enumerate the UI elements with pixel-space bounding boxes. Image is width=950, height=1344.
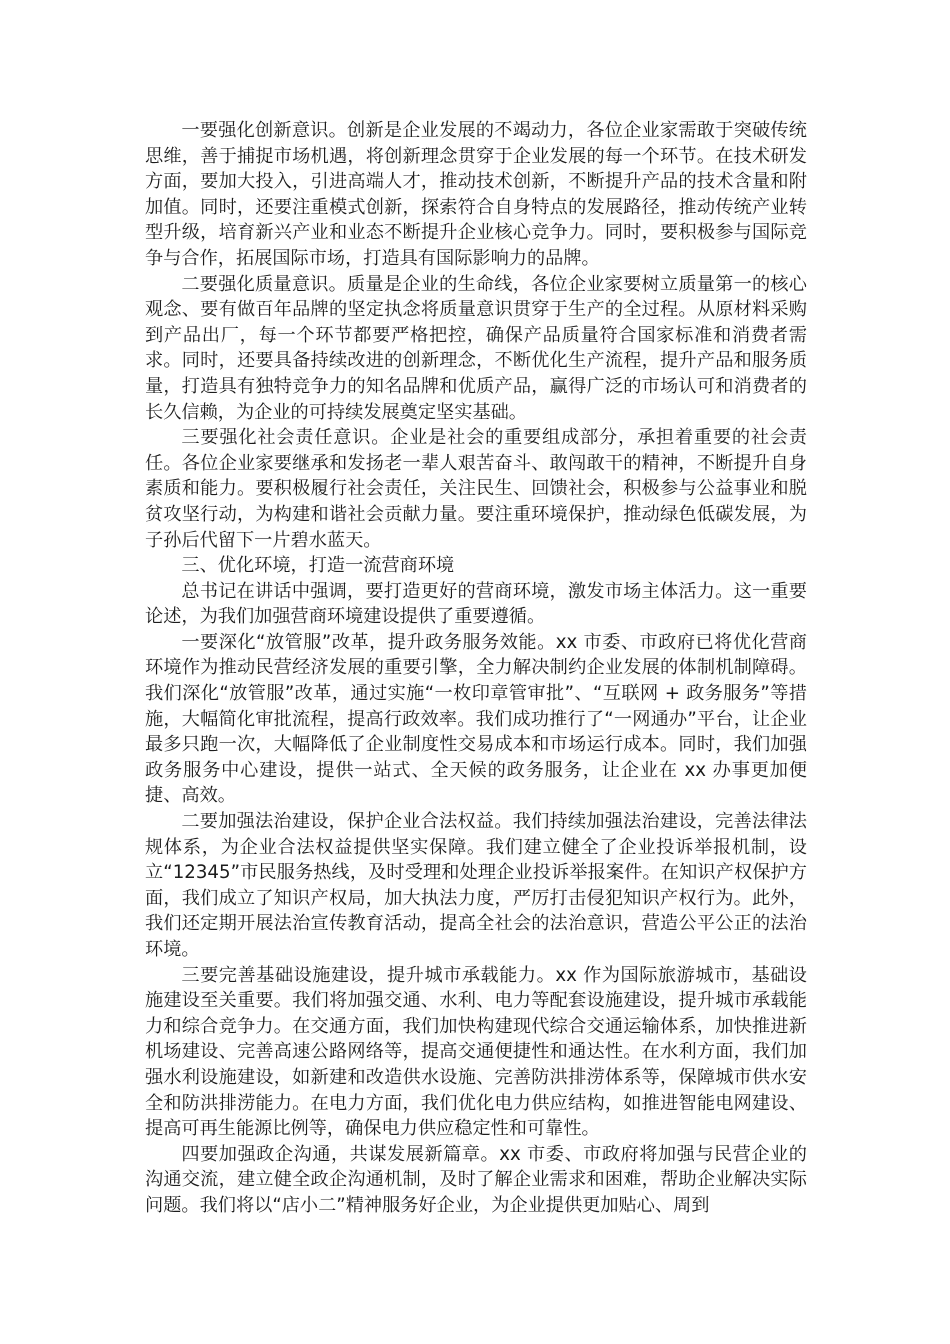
paragraph-rule-of-law: 二要加强法治建设，保护企业合法权益。我们持续加强法治建设，完善法律法规体系，为企业合法权益提供坚实保障。我们建立健全了企业投诉举报机制，设立“12345”市民服务热线，及时受理和处理企业投诉举报案件。在知识产权保护方面，我们成立了知识产权局，加大执法力度，严厉打击侵犯知识产权行为。此外，我们还定期开展法治宣传教育活动，提高全社会的法治意识，营造公平公正的法治环境。 xyxy=(145,811,807,960)
paragraph-business-environment-intro: 总书记在讲话中强调，要打造更好的营商环境，激发市场主体活力。这一重要论述，为我们加强营商环境建设提供了重要遵循。 xyxy=(145,580,807,628)
paragraph-quality: 二要强化质量意识。质量是企业的生命线，各位企业家要树立质量第一的核心观念、要有做百年品牌的坚定执念将质量意识贯穿于生产的全过程。从原材料采购到产品出厂，每一个环节都要严格把控，确保产品质量符合国家标准和消费者需求。同时，还要具备持续改进的创新理念，不断优化生产流程，提升产品和服务质量，打造具有独特竞争力的知名品牌和优质产品，赢得广泛的市场认可和消费者的长久信赖，为企业的可持续发展奠定坚实基础。 xyxy=(145,273,807,423)
paragraph-infrastructure: 三要完善基础设施建设，提升城市承载能力。xx 作为国际旅游城市，基础设施建设至关重要。我们将加强交通、水利、电力等配套设施建设，提升城市承载能力和综合竞争力。在交通方面，我们加快构建现代综合交通运输体系，加快推进新机场建设、完善高速公路网络等，提高交通便捷性和通达性。在水利方面，我们加强水利设施建设，如新建和改造供水设施、完善防洪排涝体系等，保障城市供水安全和防洪排涝能力。在电力方面，我们优化电力供应结构，如推进智能电网建设、提高可再生能源比例等，确保电力供应稳定性和可靠性。 xyxy=(145,964,807,1140)
paragraph-innovation: 一要强化创新意识。创新是企业发展的不竭动力，各位企业家需敢于突破传统思维，善于捕捉市场机遇，将创新理念贯穿于企业发展的每一个环节。在技术研发方面，要加大投入，引进高端人才，推动技术创新，不断提升产品的技术含量和附加值。同时，还要注重模式创新，探索符合自身特点的发展路径，推动传统产业转型升级，培育新兴产业和业态不断提升企业核心竞争力。同时，要积极参与国际竞争与合作，拓展国际市场，打造具有国际影响力的品牌。 xyxy=(145,120,807,269)
paragraph-government-enterprise-communication: 四要加强政企沟通，共谋发展新篇章。xx 市委、市政府将加强与民营企业的沟通交流，建立健全政企沟通机制，及时了解企业需求和困难，帮助企业解决实际问题。我们将以“店小二”精神服务好企业，为企业提供更加贴心、周到 xyxy=(145,1143,807,1216)
paragraph-government-service-reform: 一要深化“放管服”改革，提升政务服务效能。xx 市委、市政府已将优化营商环境作为推动民营经济发展的重要引擎，全力解决制约企业发展的体制机制障碍。我们深化“放管服”改革，通过实施“一枚印章管审批”、“互联网 + 政务服务”等措施，大幅简化审批流程，提高行政效率。我们成功推行了“一网通办”平台，让企业最多只跑一次，大幅降低了企业制度性交易成本和市场运行成本。同时，我们加强政务服务中心建设，提供一站式、全天候的政务服务，让企业在 xx 办事更加便捷、高效。 xyxy=(145,631,807,807)
document-body xyxy=(145,118,807,1219)
section-heading-environment: 三、优化环境，打造一流营商环境 xyxy=(181,555,455,577)
paragraph-social-responsibility: 三要强化社会责任意识。企业是社会的重要组成部分，承担着重要的社会责任。各位企业家要继承和发扬老一辈人艰苦奋斗、敢闯敢干的精神，不断提升自身素质和能力。要积极履行社会责任，关注民生、回馈社会，积极参与公益事业和脱贫攻坚行动，为构建和谐社会贡献力量。要注重环境保护，推动绿色低碳发展，为子孙后代留下一片碧水蓝天。 xyxy=(145,427,807,551)
